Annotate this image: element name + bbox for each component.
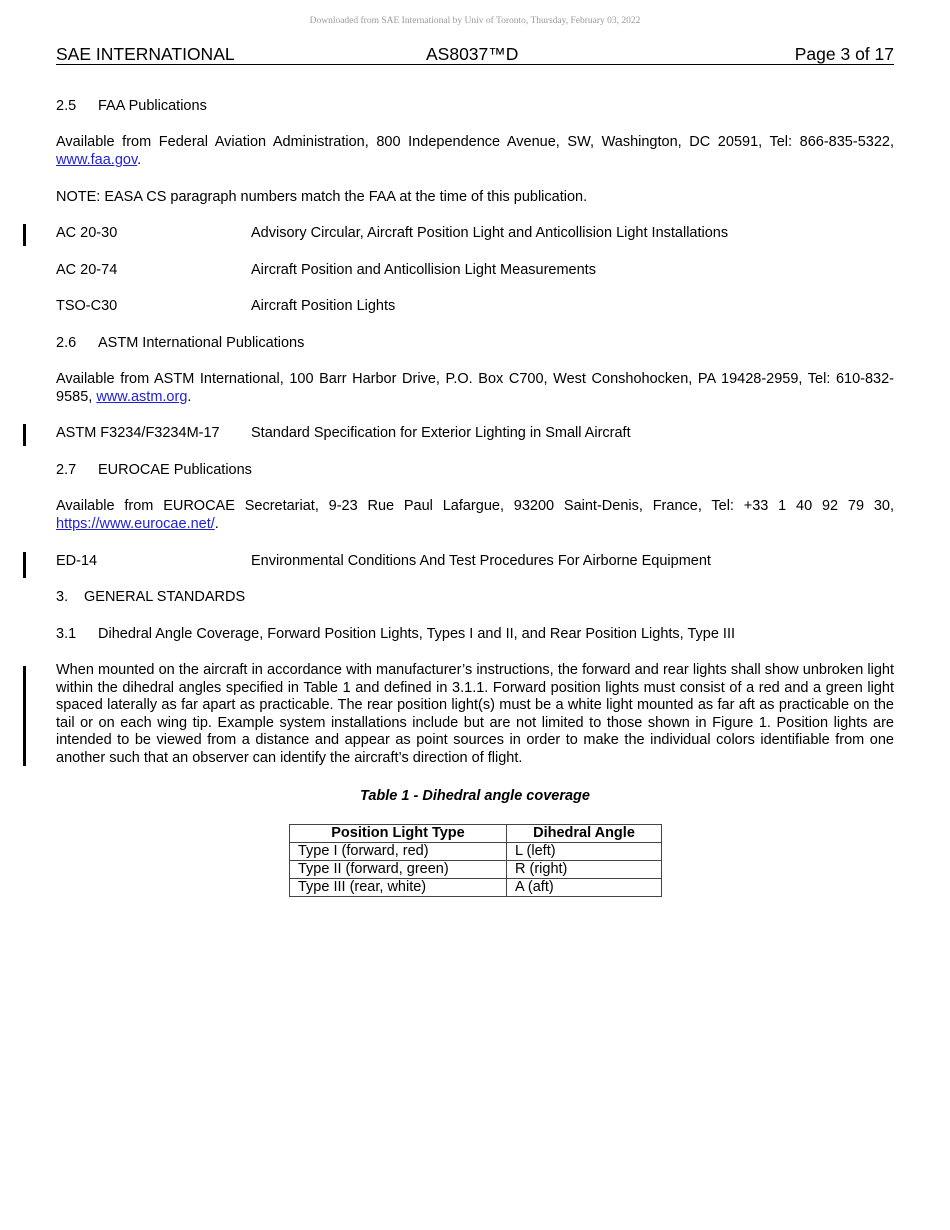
table-row bbox=[290, 843, 662, 861]
availability-end: . bbox=[187, 388, 192, 405]
reference-code: TSO-C30 bbox=[56, 298, 118, 314]
availability-text: Available from Federal Aviation Administration, 800 Independence Avenue, SW, Washington, DC 20591, Tel: 866-835-5322, bbox=[56, 134, 894, 150]
section-number: 2.5 bbox=[56, 98, 77, 114]
table-cell: Type III (rear, white) bbox=[290, 879, 507, 897]
table-cell: L (left) bbox=[507, 843, 662, 861]
eurocae-link[interactable]: https://www.eurocae.net/ bbox=[56, 515, 215, 532]
reference-code: AC 20-30 bbox=[56, 225, 118, 241]
section-number: 3. bbox=[56, 589, 69, 605]
reference-description: Aircraft Position and Anticollision Light Measurements bbox=[251, 262, 596, 278]
section-number: 2.7 bbox=[56, 462, 77, 478]
section-title: FAA Publications bbox=[98, 98, 207, 114]
section-heading-3 bbox=[56, 589, 894, 607]
availability-text: Available from ASTM International, 100 Barr Harbor Drive, P.O. Box C700, West Conshohocken, PA 19428-2959, Tel: 610-832-9585, bbox=[56, 371, 894, 405]
availability-end: . bbox=[137, 151, 142, 168]
table-cell: Type II (forward, green) bbox=[290, 861, 507, 879]
header-org: SAE INTERNATIONAL bbox=[56, 44, 235, 64]
change-bar bbox=[23, 552, 26, 578]
easa-note: NOTE: EASA CS paragraph numbers match the FAA at the time of this publication. bbox=[56, 189, 588, 205]
section-heading-2-5 bbox=[56, 98, 894, 116]
section-title: ASTM International Publications bbox=[98, 335, 305, 351]
change-bar bbox=[23, 224, 26, 246]
section-heading-2-6 bbox=[56, 335, 894, 353]
faa-link[interactable]: www.faa.gov bbox=[56, 151, 138, 168]
section-heading-3-1 bbox=[56, 626, 894, 644]
header-page-number: Page 3 of 17 bbox=[794, 44, 894, 64]
reference-code: ED-14 bbox=[56, 553, 98, 569]
reference-code: AC 20-74 bbox=[56, 262, 118, 278]
table-header-cell: Dihedral Angle bbox=[507, 825, 662, 843]
dihedral-angle-table bbox=[289, 824, 662, 897]
reference-description: Standard Specification for Exterior Lighting in Small Aircraft bbox=[251, 425, 631, 441]
availability-text: Available from EUROCAE Secretariat, 9-23 Rue Paul Lafargue, 93200 Saint-Denis, France, Tel: +33 1 40 92 79 30, bbox=[56, 498, 894, 514]
table-cell: R (right) bbox=[507, 861, 662, 879]
section-number: 2.6 bbox=[56, 335, 77, 351]
table-header-cell: Position Light Type bbox=[290, 825, 507, 843]
section-title: GENERAL STANDARDS bbox=[84, 589, 246, 605]
page-header bbox=[56, 44, 894, 65]
section-title: EUROCAE Publications bbox=[98, 462, 252, 478]
header-doc-number: AS8037™D bbox=[426, 44, 519, 64]
download-watermark: Downloaded from SAE International by Univ of Toronto, Thursday, February 03, 2022 bbox=[309, 16, 641, 26]
table-row bbox=[290, 861, 662, 879]
section-title: Dihedral Angle Coverage, Forward Position Lights, Types I and II, and Rear Position Lights, Type III bbox=[98, 626, 736, 642]
dihedral-paragraph: When mounted on the aircraft in accordance with manufacturer’s instructions, the forward and rear lights shall show unbroken light within the dihedral angles specified in Table 1 and defined in 3.1.1. Forward position lights must consist of a red and a green light spaced laterally as far apart as practicable. The rear position light(s) must be a white light mounted as far aft as practicable on the tail or on each wing tip. Example system installations include but are not limited to those shown in Figure 1. Position lights are intended to be viewed from a distance and appear as point sources in order to make the individual colors identifiable from one another such that an observer can identify the aircraft’s direction of flight. bbox=[56, 662, 894, 766]
reference-description: Environmental Conditions And Test Procedures For Airborne Equipment bbox=[251, 553, 711, 569]
astm-link[interactable]: www.astm.org bbox=[96, 388, 188, 405]
section-heading-2-7 bbox=[56, 462, 894, 480]
reference-description: Advisory Circular, Aircraft Position Light and Anticollision Light Installations bbox=[251, 225, 729, 241]
table-row bbox=[290, 879, 662, 897]
change-bar bbox=[23, 424, 26, 446]
table-cell: Type I (forward, red) bbox=[290, 843, 507, 861]
reference-code: ASTM F3234/F3234M-17 bbox=[56, 425, 220, 441]
table-header-row bbox=[290, 825, 662, 843]
faa-availability bbox=[56, 134, 894, 169]
eurocae-availability bbox=[56, 498, 894, 533]
section-number: 3.1 bbox=[56, 626, 77, 642]
astm-availability bbox=[56, 371, 894, 406]
change-bar bbox=[23, 666, 26, 766]
availability-end: . bbox=[214, 515, 219, 532]
table-cell: A (aft) bbox=[507, 879, 662, 897]
reference-description: Aircraft Position Lights bbox=[251, 298, 396, 314]
table-caption: Table 1 - Dihedral angle coverage bbox=[360, 788, 590, 804]
